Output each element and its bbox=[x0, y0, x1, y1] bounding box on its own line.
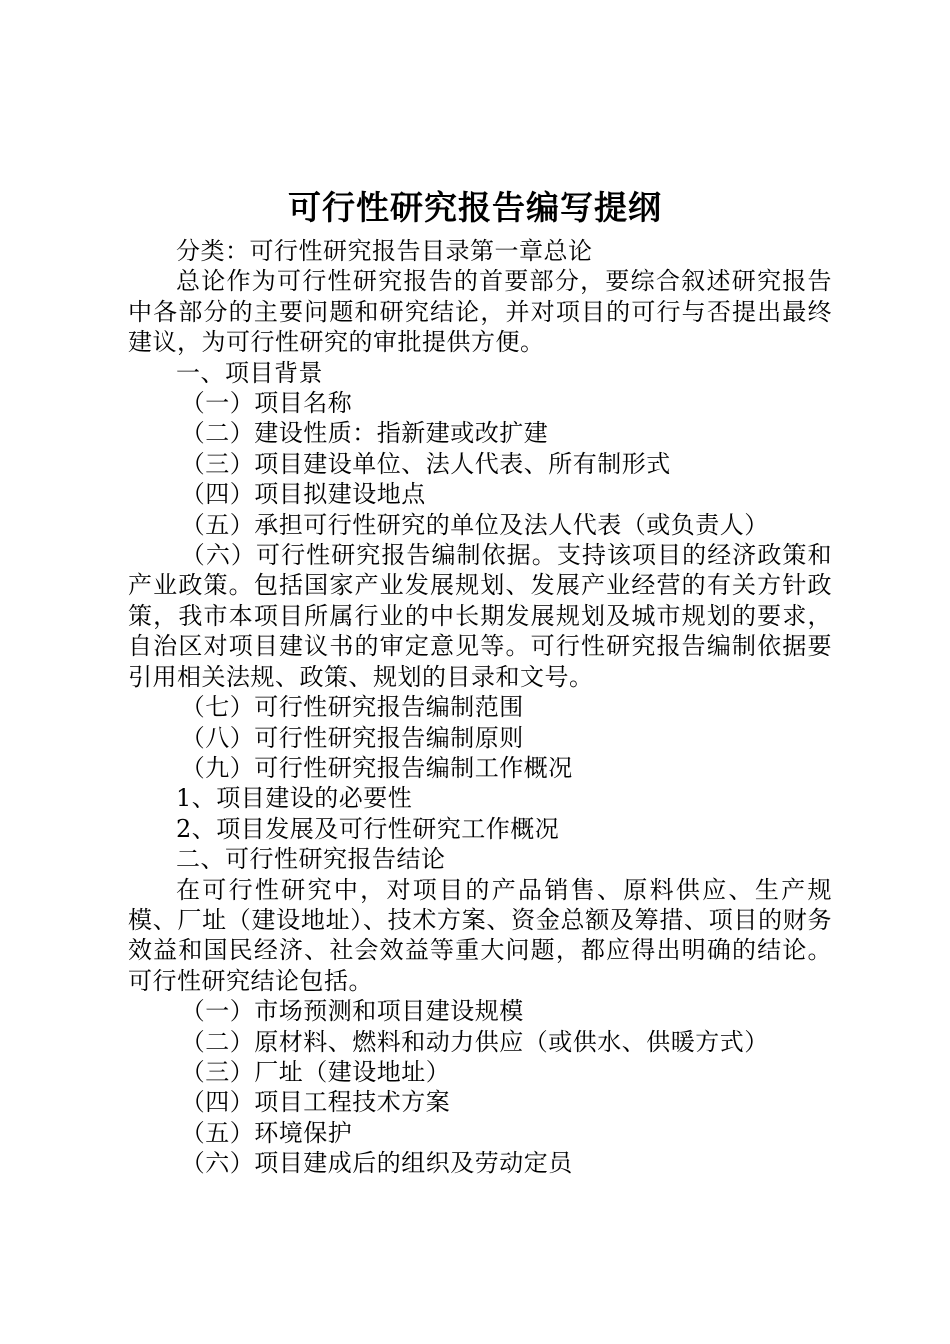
list-item: （二）建设性质：指新建或改扩建 bbox=[180, 419, 549, 448]
list-item: （三）项目建设单位、法人代表、所有制形式 bbox=[180, 449, 671, 478]
list-item: （三）厂址（建设地址） bbox=[180, 1057, 451, 1086]
list-item: （五）承担可行性研究的单位及法人代表（或负责人） bbox=[180, 510, 769, 539]
list-item: （六）项目建成后的组织及劳动定员 bbox=[180, 1149, 573, 1178]
paragraph-category: 分类：可行性研究报告目录第一章总论 bbox=[176, 237, 593, 265]
list-item: （五）环境保护 bbox=[180, 1118, 353, 1147]
heading-project-background: 一、项目背景 bbox=[176, 358, 323, 387]
list-item: 1、项目建设的必要性 bbox=[176, 784, 413, 813]
paragraph-overview: 总论作为可行性研究报告的首要部分，要综合叙述研究报告中各部分的主要问题和研究结论，并对项目的可行与否提出最终建议，为可行性研究的审批提供方便。 bbox=[128, 267, 832, 357]
list-item: （四）项目工程技术方案 bbox=[180, 1088, 451, 1117]
document-body bbox=[128, 236, 832, 1179]
document-title: 可行性研究报告编写提纲 bbox=[288, 188, 662, 227]
list-item: （四）项目拟建设地点 bbox=[180, 480, 426, 509]
list-item: 2、项目发展及可行性研究工作概况 bbox=[176, 814, 560, 843]
list-item: （一）项目名称 bbox=[180, 389, 353, 418]
paragraph-conclusion: 在可行性研究中，对项目的产品销售、原料供应、生产规模、厂址（建设地址）、技术方案、资金总额及筹措、项目的财务效益和国民经济、社会效益等重大问题，都应得出明确的结论。可行性研究结论包括。 bbox=[128, 875, 832, 995]
heading-conclusion: 二、可行性研究报告结论 bbox=[176, 845, 446, 874]
paragraph-basis: （六）可行性研究报告编制依据。支持该项目的经济政策和产业政策。包括国家产业发展规划、发展产业经营的有关方针政策，我市本项目所属行业的中长期发展规划及城市规划的要求，自治区对项目建议书的审定意见等。可行性研究报告编制依据要引用相关法规、政策、规划的目录和文号。 bbox=[128, 541, 832, 691]
list-item: （七）可行性研究报告编制范围 bbox=[180, 693, 524, 722]
list-item: （一）市场预测和项目建设规模 bbox=[180, 997, 524, 1026]
list-item: （九）可行性研究报告编制工作概况 bbox=[180, 753, 573, 782]
list-item: （八）可行性研究报告编制原则 bbox=[180, 723, 524, 752]
list-item: （二）原材料、燃料和动力供应（或供水、供暖方式） bbox=[180, 1027, 769, 1056]
